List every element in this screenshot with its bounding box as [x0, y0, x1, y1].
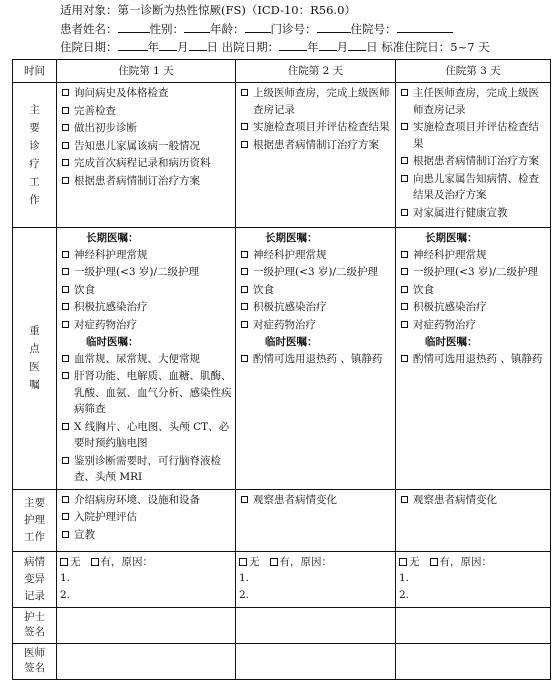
list-item[interactable]: 做出初步诊断: [60, 120, 232, 137]
temporary-orders-title: 临时医嘱：: [265, 336, 318, 348]
list-item[interactable]: 根据患者病情制订治疗方案: [60, 173, 232, 190]
list-item[interactable]: 入院护理评估: [60, 509, 232, 526]
admit-day-blank[interactable]: [189, 38, 207, 51]
doctor-sign-day1[interactable]: [57, 643, 236, 679]
checkbox-none[interactable]: [60, 558, 68, 566]
nursing-day2: [236, 489, 396, 551]
nurse-sign-day3[interactable]: [396, 607, 551, 643]
list-item[interactable]: 完善检查: [60, 103, 232, 120]
list-item[interactable]: 根据患者病情制订治疗方案: [239, 137, 392, 154]
list-item[interactable]: 鉴别诊断需要时，可行脑脊液检查、头颅 MRI: [60, 453, 232, 486]
list-item[interactable]: 宣教: [60, 527, 232, 544]
list-item[interactable]: 完成首次病程记录和病历资料: [60, 155, 232, 172]
list-item[interactable]: 饮食: [399, 282, 547, 299]
list-item[interactable]: 神经科护理常规: [399, 247, 547, 264]
age-blank[interactable]: [245, 20, 271, 33]
list-item[interactable]: 神经科护理常规: [239, 247, 392, 264]
list-item[interactable]: 告知患儿家属该病一般情况: [60, 138, 232, 155]
list-item[interactable]: 根据患者病情制订治疗方案: [399, 153, 547, 170]
nursing-day1: [57, 489, 236, 551]
col-time-header: 时间: [13, 60, 57, 83]
main-work-day1: [57, 83, 236, 228]
doctor-sign-row: [13, 643, 551, 679]
list-item[interactable]: 积极抗感染治疗: [239, 299, 392, 316]
row-label-nursing: 主要护理工作: [13, 489, 57, 551]
list-item[interactable]: 饮食: [239, 282, 392, 299]
list-item[interactable]: 一级护理(<3 岁)/二级护理: [60, 264, 232, 281]
list-item[interactable]: 对症药物治疗: [60, 317, 232, 334]
row-label-nurse-sign: 护士签名: [13, 607, 57, 643]
orders-day1: [57, 228, 236, 490]
list-item[interactable]: 肝肾功能、电解质、血糖、肌酶、乳酸、血氨、血气分析、感染性疾病筛查: [60, 368, 232, 418]
list-item[interactable]: 介绍病房环境、设施和设备: [60, 492, 232, 509]
patient-name-blank[interactable]: [118, 20, 150, 33]
long-term-orders-title: 长期医嘱：: [425, 232, 478, 244]
col-day3-header: 住院第 3 天: [396, 60, 551, 83]
nursing-day3: [396, 489, 551, 551]
row-label-variation: 病情变异记录: [13, 551, 57, 607]
col-day2-header: 住院第 2 天: [236, 60, 396, 83]
applicable-object: 适用对象：第一诊断为热性惊厥(FS)（ICD-10：R56.0）: [60, 3, 356, 17]
doctor-sign-day3[interactable]: [396, 643, 551, 679]
list-item[interactable]: 询问病史及体格检查: [60, 85, 232, 102]
orders-day3: [396, 228, 551, 490]
admission-no-blank[interactable]: [397, 20, 453, 33]
list-item[interactable]: 对家属进行健康宣教: [399, 205, 547, 222]
long-term-orders-title: 长期医嘱：: [265, 232, 318, 244]
list-item[interactable]: X 线胸片、心电图、头颅 CT、必要时预约脑电图: [60, 419, 232, 452]
list-item[interactable]: 向患儿家属告知病情、检查结果及治疗方案: [399, 171, 547, 204]
list-item[interactable]: 对症药物治疗: [399, 317, 547, 334]
temporary-orders-title: 临时医嘱：: [86, 336, 139, 348]
orders-row: [13, 228, 551, 490]
row-label-doctor-sign: 医师签名: [13, 643, 57, 679]
form-header: [60, 2, 550, 57]
nurse-sign-day2[interactable]: [236, 607, 396, 643]
admit-year-blank[interactable]: [118, 38, 148, 51]
date-line: 住院日期： 年 月 日 出院日期： 年 月 日 标准住院日：5~7 天: [60, 40, 490, 54]
variation-day3: 无 有，原因： 1. 2.: [396, 551, 551, 607]
checkbox-none[interactable]: [239, 558, 247, 566]
clinic-no-blank[interactable]: [317, 20, 351, 33]
clinical-pathway-table: [12, 59, 551, 680]
list-item[interactable]: 实施检查项目并评估检查结果: [239, 119, 392, 136]
list-item[interactable]: 一级护理(<3 岁)/二级护理: [399, 264, 547, 281]
discharge-month-blank[interactable]: [319, 38, 337, 51]
row-label-main-work: 主要诊疗工作: [13, 83, 57, 228]
list-item[interactable]: 上级医师查房，完成上级医师查房记录: [239, 85, 392, 118]
temporary-orders-title: 临时医嘱：: [425, 336, 478, 348]
discharge-year-blank[interactable]: [279, 38, 307, 51]
list-item[interactable]: 观察患者病情变化: [239, 492, 392, 509]
list-item[interactable]: 饮食: [60, 282, 232, 299]
variation-day2: 无 有，原因： 1. 2.: [236, 551, 396, 607]
list-item[interactable]: 血常规、尿常规、大便常规: [60, 351, 232, 368]
list-item[interactable]: 积极抗感染治疗: [399, 299, 547, 316]
orders-day2: [236, 228, 396, 490]
variation-day1: 无 有，原因： 1. 2.: [57, 551, 236, 607]
nurse-sign-row: [13, 607, 551, 643]
list-item[interactable]: 神经科护理常规: [60, 247, 232, 264]
col-day1-header: 住院第 1 天: [57, 60, 236, 83]
doctor-sign-day2[interactable]: [236, 643, 396, 679]
main-work-day3: [396, 83, 551, 228]
main-work-row: [13, 83, 551, 228]
nurse-sign-day1[interactable]: [57, 607, 236, 643]
checkbox-none[interactable]: [399, 558, 407, 566]
checkbox-has[interactable]: [270, 558, 278, 566]
list-item[interactable]: 一级护理(<3 岁)/二级护理: [239, 264, 392, 281]
standard-stay: 标准住院日：5~7 天: [381, 40, 490, 54]
list-item[interactable]: 主任医师查房，完成上级医师查房记录: [399, 85, 547, 118]
main-work-day2: [236, 83, 396, 228]
row-label-orders: 重点医嘱: [13, 228, 57, 490]
list-item[interactable]: 实施检查项目并评估检查结果: [399, 119, 547, 152]
gender-blank[interactable]: [184, 20, 210, 33]
list-item[interactable]: 观察患者病情变化: [399, 492, 547, 509]
long-term-orders-title: 长期医嘱：: [86, 232, 139, 244]
patient-info-line: 患者姓名： 性别： 年龄： 门诊号： 住院号：: [60, 20, 550, 39]
checkbox-has[interactable]: [91, 558, 99, 566]
nursing-row: [13, 489, 551, 551]
discharge-day-blank[interactable]: [348, 38, 366, 51]
admit-month-blank[interactable]: [159, 38, 177, 51]
list-item[interactable]: 酌情可选用退热药 、镇静药: [399, 351, 547, 368]
list-item[interactable]: 积极抗感染治疗: [60, 299, 232, 316]
list-item[interactable]: 酌情可选用退热药 、镇静药: [239, 351, 392, 368]
variation-row: [13, 551, 551, 607]
table-header-row: [13, 60, 551, 83]
checkbox-has[interactable]: [430, 558, 438, 566]
list-item[interactable]: 对症药物治疗: [239, 317, 392, 334]
